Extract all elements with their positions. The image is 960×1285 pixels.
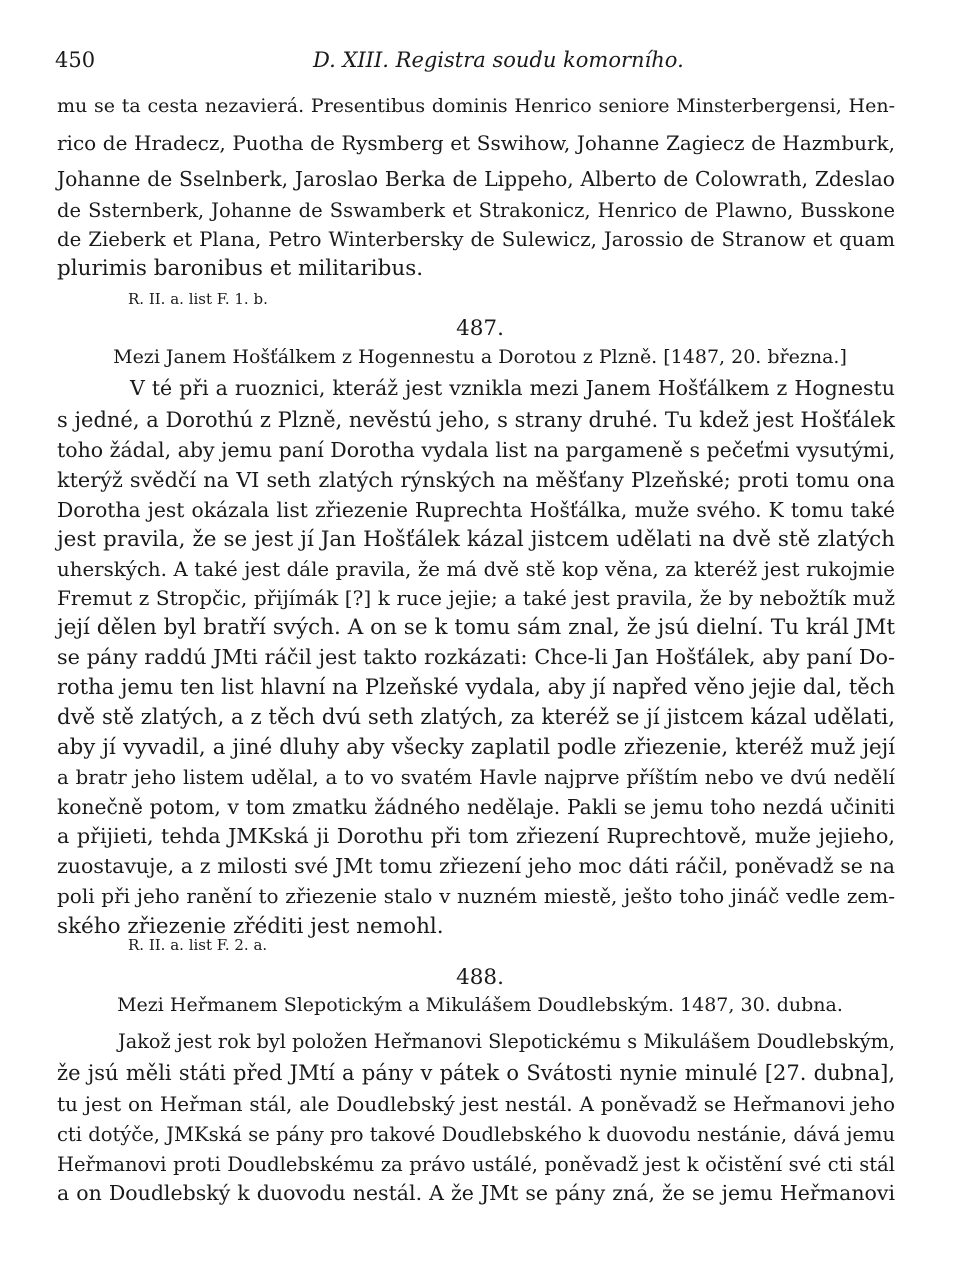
- intro-line-6: plurimis baronibus et militaribus.: [57, 256, 424, 281]
- doc-487-heading: Mezi Janem Hošťálkem z Hogennestu a Dorotou z Plzně. [1487, 20. března.]: [113, 346, 847, 368]
- doc-487-line-17: zuostavuje, a z milosti své JMt tomu zřiezení jeho moc dáti ráčil, poněvadž se na: [57, 854, 895, 878]
- doc-488-line-4: cti dotýče, JMKská se pány pro takové Doudlebského k duovodu nestánie, dává jemu: [57, 1123, 895, 1146]
- running-title: D. XIII. Registra soudu komorního.: [313, 48, 684, 72]
- doc-487-line-7: uherských. A také jest dále pravila, že má dvě stě kop věna, za kteréž jest rukojmie: [57, 558, 895, 581]
- doc-488-number: 488.: [456, 965, 504, 990]
- doc-487-line-4: kterýž svědčí na VI seth zlatých rýnských na měšťany Plzeňské; proti tomu ona: [57, 468, 895, 492]
- doc-487-number: 487.: [456, 316, 504, 341]
- doc-487-line-3: toho žádal, aby jemu paní Dorotha vydala list na pargameně s pečeťmi vysutými,: [57, 438, 896, 462]
- doc-488-line-2: že jsú měli státi před JMtí a pány v pátek o Svátosti nynie minulé [27. dubna],: [57, 1061, 895, 1085]
- doc-487-line-12: dvě stě zlatých, a z těch dvú seth zlatých, za kteréž se jí jistcem kázal udělati,: [57, 705, 895, 730]
- doc-487-line-5: Dorotha jest okázala list zřiezenie Ruprechta Hošťálka, muže svého. K tomu také: [57, 498, 895, 522]
- doc-487-line-15: konečně potom, v tom zmatku žádného nedělaje. Pakli se jemu toho nezdá učiniti: [57, 795, 895, 819]
- intro-line-5: de Zieberk et Plana, Petro Winterbersky de Sulewicz, Jarossio de Stranow et quam: [57, 228, 895, 251]
- doc-487-line-11: rotha jemu ten list hlavní na Plzeňské vydala, aby jí napřed věno jejie dal, těch: [57, 675, 895, 699]
- intro-line-3: Johanne de Sselnberk, Jaroslao Berka de Lippeho, Alberto de Colowrath, Zdeslao: [57, 167, 895, 191]
- doc-487-source-note: R. II. a. list F. 2. a.: [128, 936, 268, 954]
- doc-487-line-19: ského zřiezenie zřéditi jest nemohl.: [57, 914, 444, 939]
- doc-487-line-18: poli při jeho ranění to zřiezenie stalo v nuzném miestě, ješto toho jináč vedle zem-: [57, 884, 895, 908]
- intro-line-2: rico de Hradecz, Puotha de Rysmberg et Sswihow, Johanne Zagiecz de Hazmburk,: [57, 131, 895, 155]
- intro-source-note: R. II. a. list F. 1. b.: [128, 290, 268, 308]
- doc-487-line-14: a bratr jeho listem udělal, a to vo svatém Havle najprve příštím nebo ve dvú nedělí: [57, 766, 895, 789]
- doc-487-line-2: s jedné, a Dorothú z Plzně, nevěstú jeho, s strany druhé. Tu kdež jest Hošťálek: [57, 408, 895, 432]
- doc-487-line-9: její dělen byl bratří svých. A on se k tomu sám znal, že jsú dielní. Tu král JMt: [57, 615, 895, 640]
- intro-line-4: de Ssternberk, Johanne de Sswamberk et Strakonicz, Henrico de Plawno, Busskone: [57, 199, 895, 222]
- doc-487-line-13: aby jí vyvadil, a jiné dluhy aby všecky zaplatil podle zřiezenie, kteréž muž její: [57, 735, 895, 760]
- doc-488-heading: Mezi Heřmanem Slepotickým a Mikulášem Doudlebským. 1487, 30. dubna.: [117, 994, 843, 1016]
- doc-487-line-8: Fremut z Stropčic, přijímák [?] k ruce jejie; a také jest pravila, že by nebožtík muž: [57, 586, 895, 610]
- doc-487-line-10: se pány raddú JMti ráčil jest takto rozkázati: Chce-li Jan Hošťálek, aby paní Do-: [57, 645, 895, 669]
- doc-487-line-16: a přijieti, tehda JMKská ji Dorothu při tom zřiezení Ruprechtově, muže jejieho,: [57, 824, 895, 848]
- doc-488-line-6: a on Doudlebský k duovodu nestál. A že JMt se pány zná, že se jemu Heřmanovi: [57, 1181, 895, 1205]
- doc-488-line-1: Jakož jest rok byl položen Heřmanovi Slepotickému s Mikulášem Doudlebským,: [118, 1030, 895, 1053]
- doc-487-line-6: jest pravila, že se jest jí Jan Hošťálek kázal jistcem udělati na dvě stě zlatých: [57, 527, 895, 552]
- doc-488-line-3: tu jest on Heřman stál, ale Doudlebský jest nestál. A poněvadž se Heřmanovi jeho: [57, 1092, 895, 1116]
- doc-487-line-1: V té při a ruoznici, kteráž jest vznikla mezi Janem Hošťálkem z Hognestu: [130, 376, 895, 400]
- page-header: [55, 48, 900, 78]
- doc-488-line-5: Heřmanovi proti Doudlebskému za právo ustálé, poněvadž jest k očistění své cti stál: [57, 1153, 895, 1176]
- intro-line-1: mu se ta cesta nezavierá. Presentibus dominis Henrico seniore Minsterbergensi, Hen-: [57, 95, 895, 117]
- page-number: 450: [55, 48, 96, 72]
